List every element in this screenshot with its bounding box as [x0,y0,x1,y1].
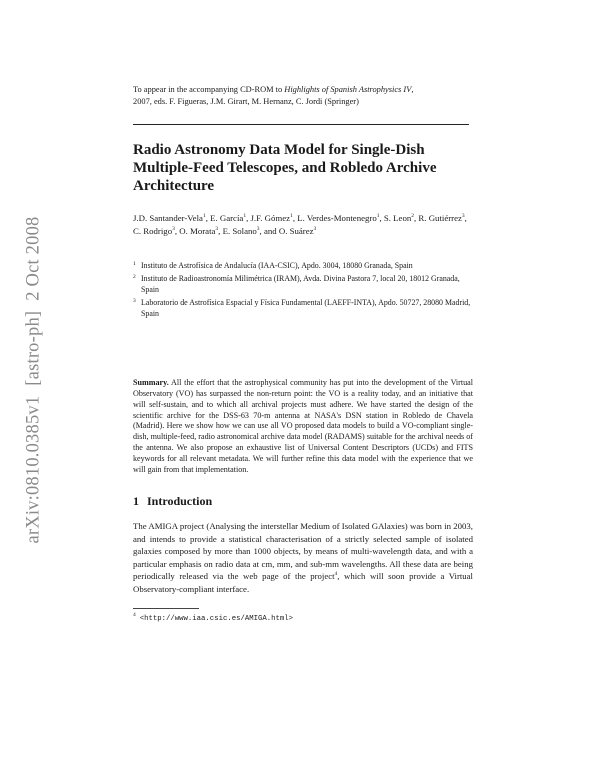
author-separator: , [292,213,298,223]
author-name: S. Leon [383,213,412,223]
author-name: O. Morata [179,226,216,236]
arxiv-stamp [24,217,45,544]
section-body-text: The AMIGA project (Analysing the interstellar Medium of Isolated GAlaxies) was born in 2003, and intends to provide a statistical characterisation of a strictly selected sample of isolated galaxies composed by more than 1000 objects, by means of multi-wavelength data, and with a particular emphasis on radio data at cm, mm, and sub-mm wavelengths. All these data are being periodically released via the web page of the project [133,521,473,582]
author-name: L. Verdes-Montenegro [297,213,377,223]
publication-note-prefix: To appear in the accompanying CD-ROM to [133,85,285,94]
author-affiliation-mark: 1 [243,213,247,220]
author-affiliation-mark: 2 [411,213,415,220]
author-name: E. García [210,213,244,223]
author-name: J.D. Santander-Vela [133,213,203,223]
author-affiliation-mark: 3 [313,226,317,233]
publication-note [133,84,483,108]
section-heading [133,494,212,508]
affiliation-item [133,260,473,271]
publication-note-suffix: , [411,85,414,94]
author-name: C. Rodrigo [133,226,173,236]
author-name: E. Solano [222,226,257,236]
section-body [133,520,473,596]
author-affiliation-mark: 3 [215,226,219,233]
author-list [133,212,473,238]
footnote-marker: 4 [334,571,338,578]
paper-title: Radio Astronomy Data Model for Single-Dish Multiple-Feed Telescopes, and Robledo Archive Architecture [133,142,437,194]
arxiv-identifier: arXiv:0810.0385v1 [23,395,44,544]
author-separator: , [414,213,419,223]
author-affiliation-mark: 3 [461,213,465,220]
affiliation-list [133,260,473,321]
affiliation-number: 3 [133,298,136,304]
section-number: 1 [133,494,139,508]
author-separator: , [379,213,384,223]
footnote-number: 4 [133,612,136,619]
footnote-url[interactable]: <http://www.iaa.csic.es/AMIGA.html> [139,615,294,623]
author-name: R. Gutiérrez [418,213,462,223]
publication-note-editors: 2007, eds. F. Figueras, J.M. Girart, M. Hernanz, C. Jordi (Springer) [133,97,359,106]
affiliation-number: 1 [133,261,136,267]
author-affiliation-mark: 1 [376,213,380,220]
section-body-text-end: , which will soon provide a Virtual Observatory-compliant interface. [133,571,473,594]
arxiv-category: [astro-ph] [23,310,44,386]
author-separator: , [218,226,223,236]
author-affiliation-mark: 1 [290,213,293,220]
proceedings-title: Highlights of Spanish Astrophysics IV [284,85,412,94]
author-affiliation-mark: 3 [172,226,175,233]
affiliation-item [133,297,473,319]
affiliation-number: 2 [133,274,136,280]
footnote-rule [133,608,199,609]
footnote [133,613,473,624]
affiliation-text: Instituto de Radioastronomía Milimétrica (IRAM), Avda. Divina Pastora 7, local 20, 18012 Granada, Spain [141,274,460,294]
author-name: O. Suárez [278,226,314,236]
affiliation-item [133,273,473,295]
author-name: J.F. Gómez [250,213,291,223]
author-separator: , [246,213,251,223]
author-separator: , [174,226,180,236]
affiliation-text: Laboratorio de Astrofísica Espacial y Física Fundamental (LAEFF-INTA), Apdo. 50727, 28080 Madrid, Spain [141,298,471,318]
summary-text: All the effort that the astrophysical community has put into the development of the Virtual Observatory (VO) has surpassed the non-return point: the VO is a reality today, and an initiative that will self-sustain, and to which all archival projects must adhere. We have started the design of the scientific archive for the DSS-63 70-m antenna at NASA's DSN station in Robledo de Chavela (Madrid). Here we show how we can use all VO proposed data models to build a VO-compliant single-dish, multiple-feed, radio astronomical archive data model (RADAMS) suitable for the archival needs of the antenna. We also propose an exhaustive list of Universal Content Descriptors (UCDs) and FITS keywords for all relevant metadata. We will further refine this data model with the experience that we will gain from that implementation. [133,378,474,474]
author-separator: , and [259,226,279,236]
arxiv-date: 2 Oct 2008 [23,216,44,301]
header-rule [133,124,469,125]
summary-label: Summary. [133,378,169,387]
summary [133,378,473,476]
arxiv-sidebar [22,170,46,590]
author-affiliation-mark: 3 [256,226,260,233]
author-separator: , [464,213,467,223]
section-title: Introduction [147,494,213,508]
author-affiliation-mark: 1 [202,213,206,220]
affiliation-text: Instituto de Astrofísica de Andalucía (IAA-CSIC), Apdo. 3004, 18080 Granada, Spain [141,261,413,270]
author-separator: , [205,213,211,223]
